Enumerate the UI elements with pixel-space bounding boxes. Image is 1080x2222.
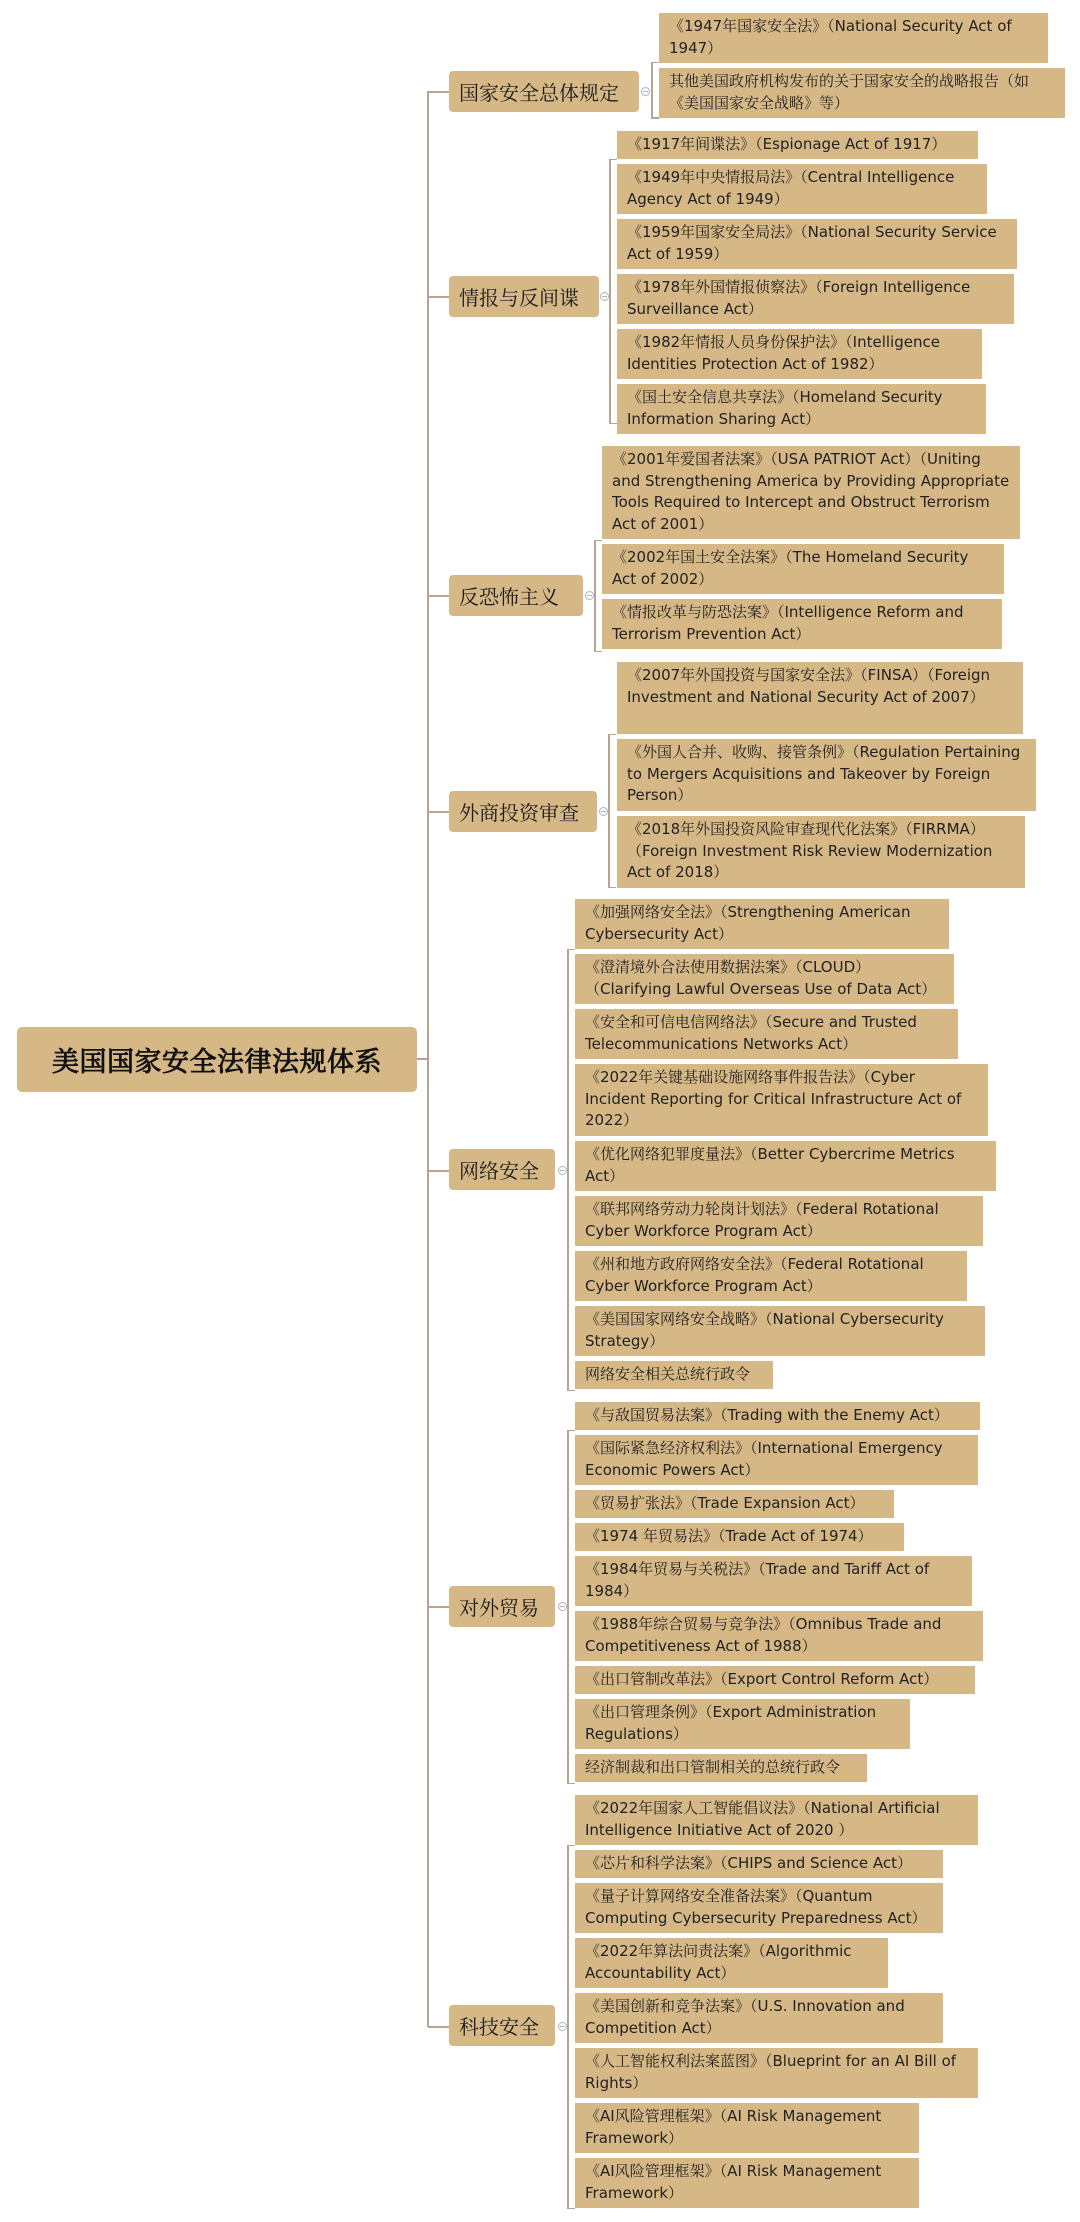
leaf-label: 《1978年外国情报侦察法》（Foreign Intelligence Surveillance Act） (627, 278, 971, 318)
leaf-label: 《澄清境外合法使用数据法案》（CLOUD）（Clarifying Lawful Overseas Use of Data Act） (585, 958, 937, 998)
leaf-label: 《2022年算法问责法案》（Algorithmic Accountability Act） (585, 1942, 852, 1982)
leaf-node[interactable] (617, 384, 986, 434)
leaf-label: 网络安全相关总统行政令 (585, 1365, 751, 1383)
leaf-label: 《外国人合并、收购、接管条例》（Regulation Pertaining to Mergers Acquisitions and Takeover by Foreign Person） (627, 743, 1021, 804)
leaf-node[interactable] (617, 816, 1025, 888)
leaf-node[interactable] (617, 164, 987, 214)
leaf-label: 《人工智能权利法案蓝图》（Blueprint for an AI Bill of Rights） (585, 2052, 957, 2092)
leaf-node[interactable] (575, 1490, 894, 1518)
leaf-label: 《1982年情报人员身份保护法》（Intelligence Identities Protection Act of 1982） (627, 333, 940, 373)
leaf-label: 《加强网络安全法》（Strengthening American Cybersecurity Act） (585, 903, 911, 943)
leaf-tick (608, 734, 616, 735)
leaf-tick (651, 62, 659, 63)
collapse-toggle-icon[interactable] (558, 1166, 567, 1175)
leaf-label: 《AI风险管理框架》（AI Risk Management Framework） (585, 2107, 882, 2147)
leaf-tick (651, 118, 659, 119)
category-label: 情报与反间谍 (459, 286, 579, 310)
leaf-node[interactable] (575, 1435, 978, 1485)
branch-connector (428, 595, 449, 597)
root-node[interactable] (17, 1027, 417, 1092)
leaf-node[interactable] (575, 2103, 919, 2153)
category-node-intelligence[interactable] (449, 276, 599, 317)
leaf-node[interactable] (575, 1883, 943, 1933)
leaf-node[interactable] (575, 1993, 943, 2043)
collapse-toggle-icon[interactable] (558, 1602, 567, 1611)
leaf-tick (608, 887, 616, 888)
leaf-label: 《2002年国土安全法案》（The Homeland Security Act of 2002） (612, 548, 969, 588)
leaf-label: 《AI风险管理框架》（AI Risk Management Framework） (585, 2162, 882, 2202)
leaf-tick (567, 949, 575, 950)
leaf-tick (594, 651, 602, 652)
leaf-label: 《2022年国家人工智能倡议法》（National Artificial Intelligence Initiative Act of 2020 ） (585, 1799, 940, 1839)
leaf-label: 《优化网络犯罪度量法》（Better Cybercrime Metrics Act） (585, 1145, 955, 1185)
leaf-node[interactable] (602, 544, 1004, 594)
leaf-label: 经济制裁和出口管制相关的总统行政令 (585, 1758, 841, 1776)
trunk-line (427, 91, 429, 2027)
leaf-tick (594, 540, 602, 541)
leaf-tick (567, 1390, 575, 1391)
leaf-node[interactable] (575, 1306, 985, 1356)
leaf-node[interactable] (575, 2158, 919, 2208)
branch-connector (428, 296, 449, 298)
leaf-node[interactable] (575, 1009, 958, 1059)
leaf-node[interactable] (575, 1611, 983, 1661)
leaf-node[interactable] (602, 599, 1002, 649)
category-label: 对外贸易 (459, 1596, 539, 1620)
leaf-label: 《美国国家网络安全战略》（National Cybersecurity Strategy） (585, 1310, 944, 1350)
leaf-label: 《1974 年贸易法》（Trade Act of 1974） (585, 1527, 873, 1545)
leaf-node[interactable] (575, 1361, 773, 1389)
leaf-bracket (567, 1430, 569, 1784)
leaf-label: 《美国创新和竞争法案》（U.S. Innovation and Competition Act） (585, 1997, 905, 2037)
branch-connector (428, 2026, 449, 2028)
leaf-node[interactable] (617, 219, 1017, 269)
branch-connector (428, 1170, 449, 1172)
leaf-label: 《1949年中央情报局法》（Central Intelligence Agency Act of 1949） (627, 168, 955, 208)
collapse-toggle-icon[interactable] (641, 87, 650, 96)
category-node-tech-security[interactable] (449, 2005, 555, 2046)
branch-connector (428, 91, 449, 93)
leaf-node[interactable] (575, 1251, 967, 1301)
leaf-label: 其他美国政府机构发布的关于国家安全的战略报告（如《美国国家安全战略》等） (669, 72, 1030, 112)
leaf-node[interactable] (575, 1523, 904, 1551)
leaf-label: 《国土安全信息共享法》（Homeland Security Information Sharing Act） (627, 388, 943, 428)
collapse-toggle-icon[interactable] (599, 807, 608, 816)
leaf-node[interactable] (575, 1141, 996, 1191)
category-node-counterterrorism[interactable] (449, 575, 583, 616)
leaf-node[interactable] (617, 274, 1014, 324)
category-label: 反恐怖主义 (459, 585, 559, 609)
leaf-node[interactable] (575, 1064, 988, 1136)
leaf-label: 《1947年国家安全法》（National Security Act of 1947） (669, 17, 1012, 57)
leaf-node[interactable] (575, 1795, 978, 1845)
leaf-node[interactable] (575, 954, 954, 1004)
leaf-label: 《与敌国贸易法案》（Trading with the Enemy Act） (585, 1406, 949, 1424)
leaf-node[interactable] (659, 13, 1048, 63)
leaf-node[interactable] (617, 662, 1023, 734)
leaf-label: 《联邦网络劳动力轮岗计划法》（Federal Rotational Cyber Workforce Program Act） (585, 1200, 939, 1240)
leaf-node[interactable] (659, 68, 1065, 118)
branch-connector (428, 811, 449, 813)
leaf-bracket (567, 1845, 569, 2209)
leaf-label: 《2001年爱国者法案》（USA PATRIOT Act）（Uniting and Strengthening America by Providing Appropriate Tools Required to Intercept and Obstruct Terrorism Act of 2001） (612, 450, 1010, 533)
category-label: 国家安全总体规定 (459, 81, 619, 105)
leaf-node[interactable] (602, 446, 1020, 539)
leaf-label: 《2007年外国投资与国家安全法》（FINSA）（Foreign Investment and National Security Act of 2007） (627, 666, 991, 706)
leaf-bracket (608, 734, 610, 888)
leaf-node[interactable] (575, 899, 949, 949)
leaf-label: 《1988年综合贸易与竞争法》（Omnibus Trade and Competitiveness Act of 1988） (585, 1615, 942, 1655)
leaf-label: 《贸易扩张法》（Trade Expansion Act） (585, 1494, 865, 1512)
leaf-label: 《州和地方政府网络安全法》（Federal Rotational Cyber Workforce Program Act） (585, 1255, 924, 1295)
leaf-label: 《1984年贸易与关税法》（Trade and Tariff Act of 1984） (585, 1560, 930, 1600)
leaf-tick (609, 159, 617, 160)
leaf-label: 《1917年间谍法》（Espionage Act of 1917） (627, 135, 947, 153)
root-label: 美国国家安全法律法规体系 (52, 1047, 382, 1078)
category-label: 外商投资审查 (459, 801, 579, 825)
collapse-toggle-icon[interactable] (585, 591, 594, 600)
leaf-bracket (594, 540, 596, 652)
category-node-cybersecurity[interactable] (449, 1149, 555, 1190)
leaf-bracket (651, 62, 653, 119)
leaf-tick (567, 1783, 575, 1784)
leaf-label: 《芯片和科学法案》（CHIPS and Science Act） (585, 1854, 913, 1872)
leaf-node[interactable] (575, 1754, 867, 1782)
category-label: 网络安全 (459, 1159, 539, 1183)
leaf-node[interactable] (617, 131, 978, 159)
collapse-toggle-icon[interactable] (600, 292, 609, 301)
category-node-general[interactable] (449, 71, 639, 112)
leaf-label: 《出口管理条例》（Export Administration Regulations） (585, 1703, 877, 1743)
leaf-node[interactable] (575, 1666, 975, 1694)
leaf-node[interactable] (617, 739, 1036, 811)
leaf-label: 《国际紧急经济权利法》（International Emergency Economic Powers Act） (585, 1439, 943, 1479)
leaf-bracket (567, 949, 569, 1391)
leaf-label: 《情报改革与防恐法案》（Intelligence Reform and Terrorism Prevention Act） (612, 603, 964, 643)
leaf-label: 《1959年国家安全局法》（National Security Service Act of 1959） (627, 223, 997, 263)
leaf-node[interactable] (575, 1196, 983, 1246)
leaf-tick (567, 1430, 575, 1431)
collapse-toggle-icon[interactable] (558, 2022, 567, 2031)
leaf-tick (567, 1845, 575, 1846)
leaf-label: 《安全和可信电信网络法》（Secure and Trusted Telecommunications Networks Act） (585, 1013, 917, 1053)
leaf-node[interactable] (617, 329, 982, 379)
leaf-node[interactable] (575, 1850, 943, 1878)
leaf-label: 《出口管制改革法》（Export Control Reform Act） (585, 1670, 939, 1688)
category-node-foreign-investment[interactable] (449, 791, 597, 832)
leaf-label: 《2018年外国投资风险审查现代化法案》（FIRRMA）（Foreign Investment Risk Review Modernization Act of 2018） (627, 820, 993, 881)
leaf-label: 《量子计算网络安全准备法案》（Quantum Computing Cybersecurity Preparedness Act） (585, 1887, 927, 1927)
category-node-foreign-trade[interactable] (449, 1586, 555, 1627)
leaf-node[interactable] (575, 1938, 888, 1988)
leaf-label: 《2022年关键基础设施网络事件报告法》（Cyber Incident Reporting for Critical Infrastructure Act of 2022） (585, 1068, 962, 1129)
leaf-tick (567, 2208, 575, 2209)
branch-connector (428, 1606, 449, 1608)
leaf-node[interactable] (575, 1402, 980, 1430)
leaf-tick (609, 423, 617, 424)
leaf-node[interactable] (575, 1556, 972, 1606)
leaf-bracket (609, 159, 611, 424)
category-label: 科技安全 (459, 2015, 539, 2039)
leaf-node[interactable] (575, 2048, 978, 2098)
leaf-node[interactable] (575, 1699, 910, 1749)
